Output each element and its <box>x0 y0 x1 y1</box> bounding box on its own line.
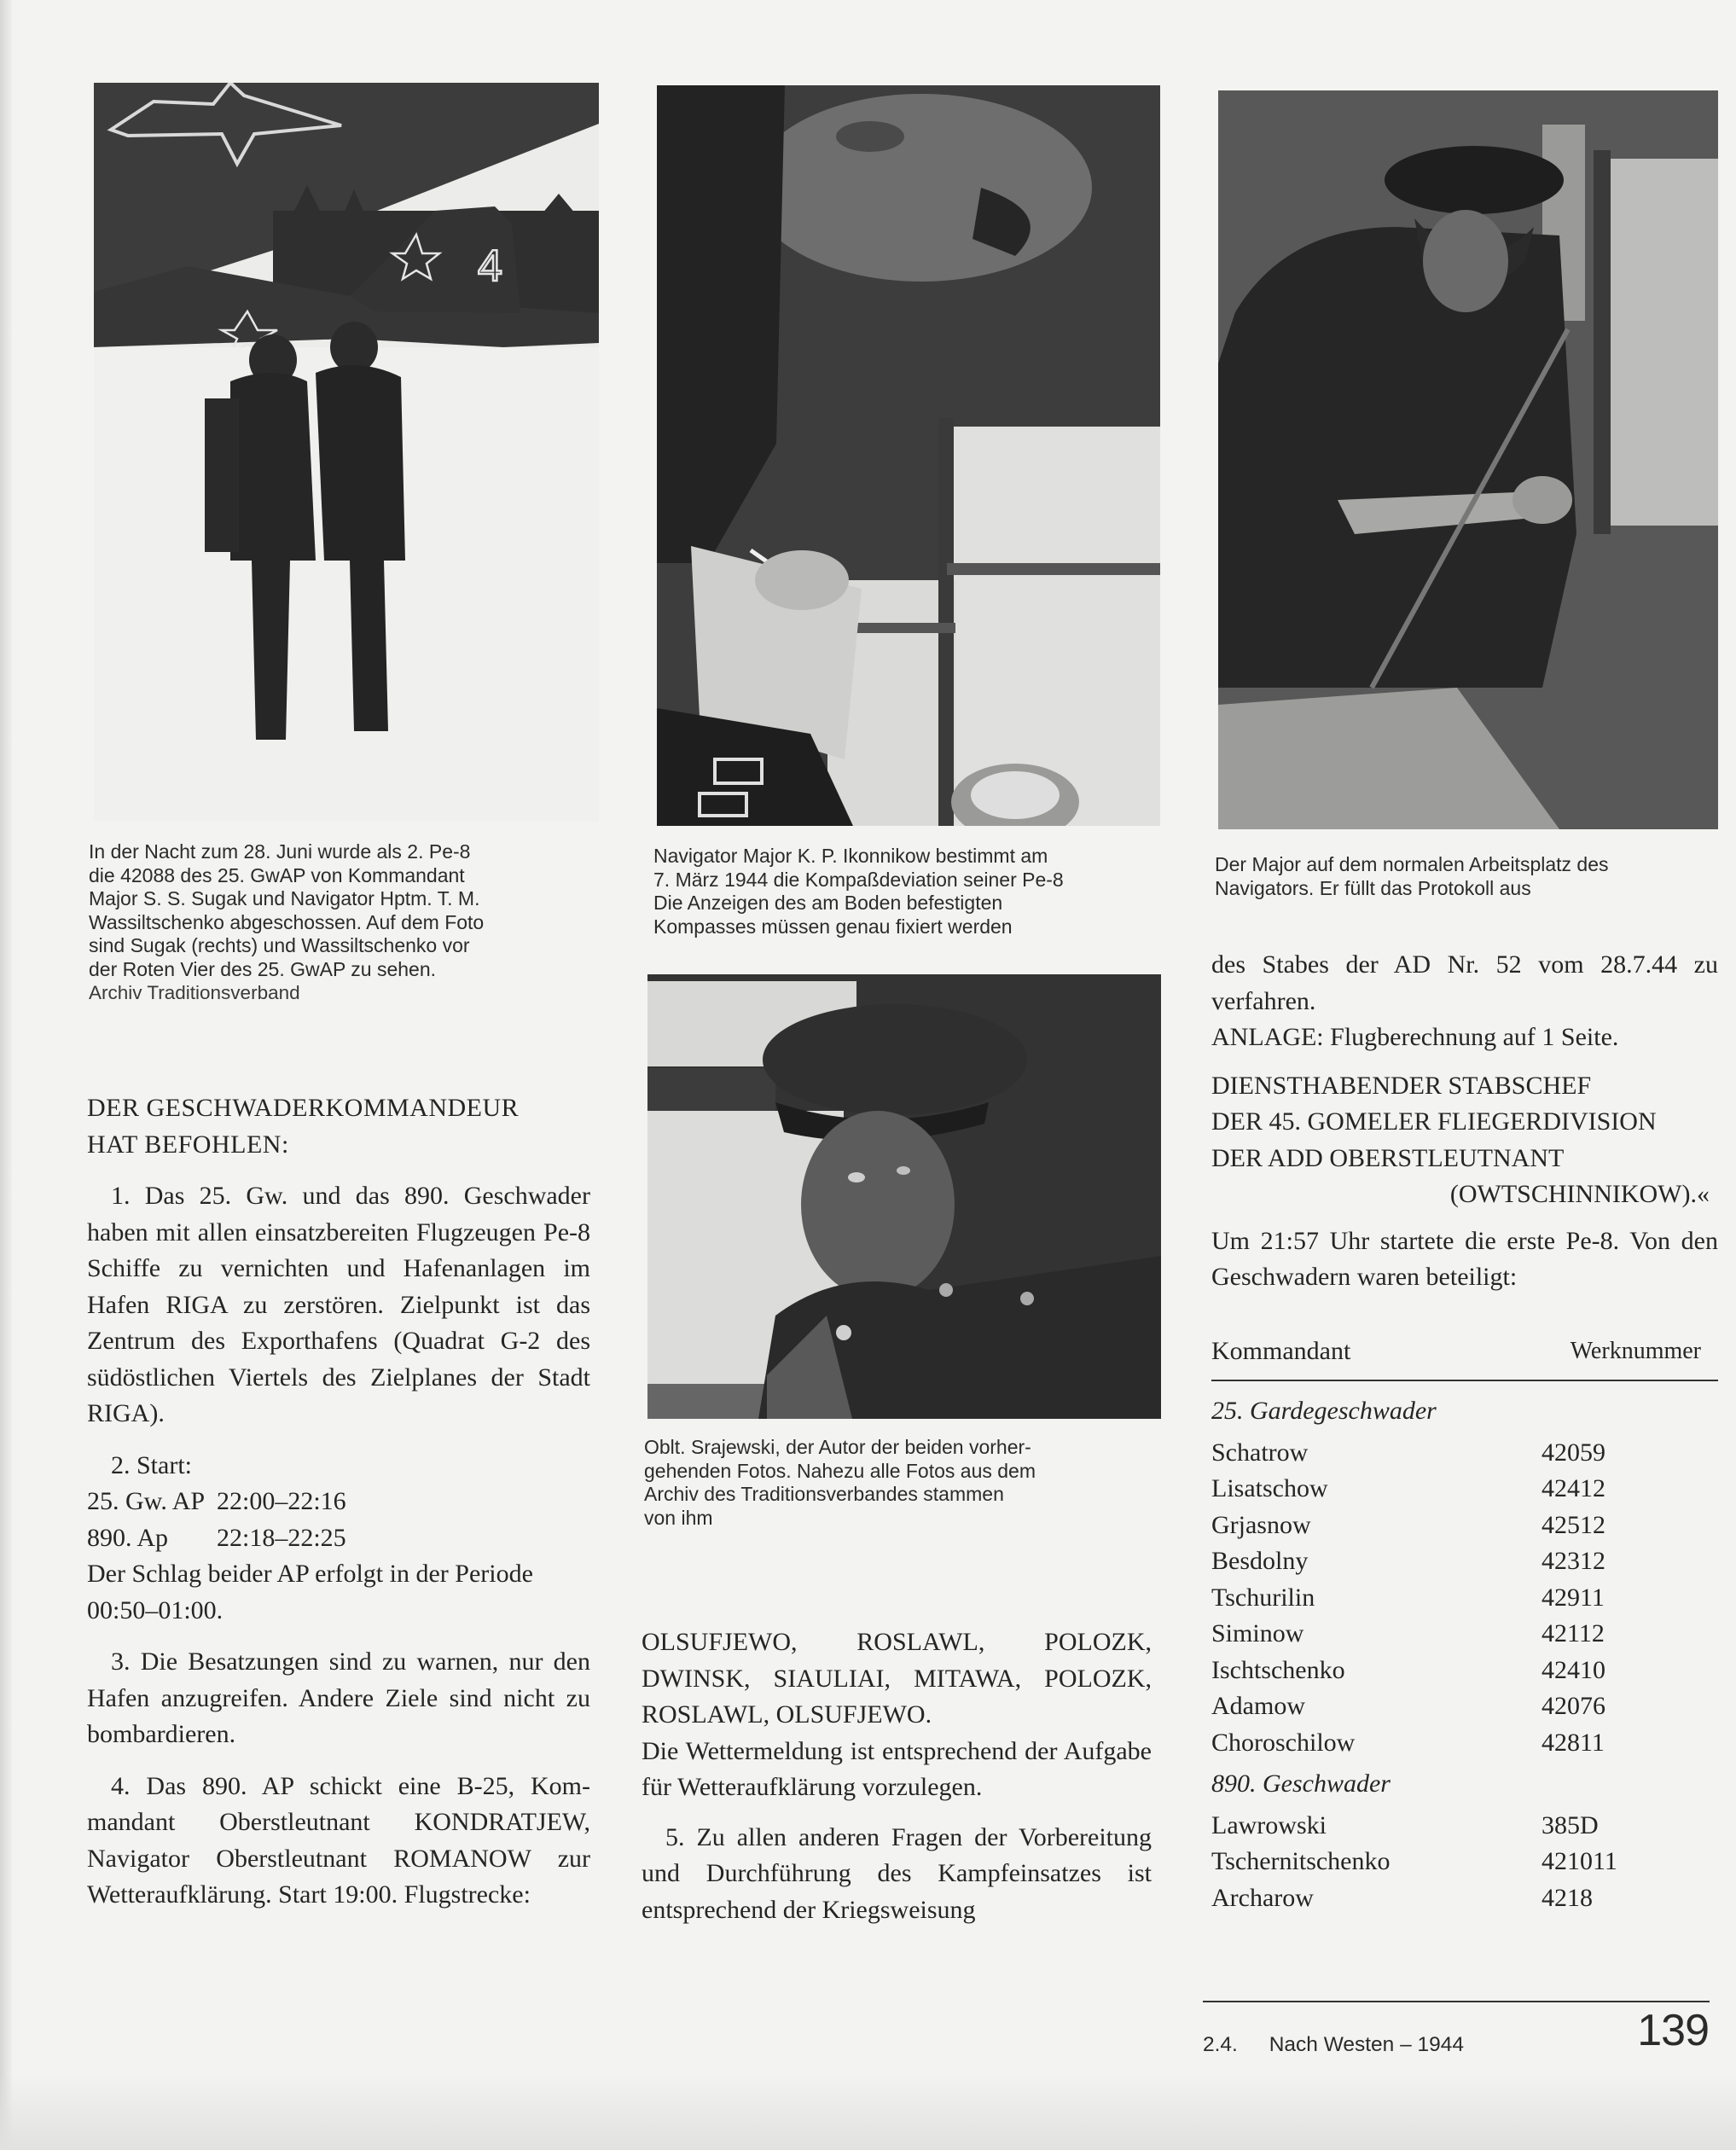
commander-name: Tschernitschenko <box>1211 1847 1391 1875</box>
table-row <box>1211 1508 1718 1544</box>
table-row <box>1211 1808 1718 1845</box>
caption-line: die 42088 des 25. GwAP von Kommandant <box>89 863 465 886</box>
takeoff-note: Um 21:57 Uhr startete die erste Pe-8. Von den Geschwadern waren beteiligt: <box>1211 1226 1718 1291</box>
signature-line: DER ADD OBERSTLEUTNANT <box>1211 1143 1565 1172</box>
commander-name: Besdolny <box>1211 1547 1309 1575</box>
order-continuation: des Stabes der AD Nr. 52 vom 28.7.44 zu verfahren. <box>1211 950 1718 1015</box>
order-heading-line: DER GESCHWADERKOMMANDEUR <box>87 1094 520 1122</box>
caption-line: gehenden Fotos. Nahezu alle Fotos aus dem <box>644 1459 1036 1482</box>
serial-number: 421011 <box>1541 1847 1617 1875</box>
signature-line: DIENSTHABENDER STABSCHEF <box>1211 1071 1592 1100</box>
flight-route: OLSUFJEWO, ROSLAWL, POLOZK, DWINSK, SIAULIAI, MITAWA, POLOZK, ROSLAWL, OLSUFJEWO. <box>642 1628 1152 1729</box>
strike-period: Der Schlag beider AP erfolgt in der Periode 00:50–01:00. <box>87 1560 533 1624</box>
page-number: 139 <box>1637 2006 1709 2055</box>
caption-line: von ihm <box>644 1506 713 1529</box>
caption-line: sind Sugak (rechts) und Wassiltschenko vor <box>89 934 470 956</box>
group-title: 25. Gardegeschwader <box>1211 1397 1437 1425</box>
weather-report-instruction: Die Wettermeldung ist entsprechend der Aufgabe für Wetteraufklärung vorzulegen. <box>642 1736 1152 1801</box>
commander-name: Siminow <box>1211 1619 1304 1647</box>
table-row <box>1211 1580 1718 1617</box>
start-unit: 890. Ap <box>87 1523 169 1552</box>
order-item-2-title: 2. Start: <box>111 1450 192 1479</box>
caption-line: Oblt. Srajewski, der Autor der beiden vorher- <box>644 1436 1031 1458</box>
serial-number: 42312 <box>1541 1547 1605 1575</box>
start-time: 22:18–22:25 <box>217 1523 346 1552</box>
serial-number: 385D <box>1541 1810 1599 1839</box>
commander-name: Choroschilow <box>1211 1728 1356 1757</box>
start-unit: 25. Gw. AP <box>87 1487 206 1515</box>
serial-number: 42059 <box>1541 1438 1605 1467</box>
caption-line: der Roten Vier des 25. GwAP zu sehen. <box>89 957 437 980</box>
table-row <box>1211 1725 1718 1762</box>
serial-number: 42512 <box>1541 1510 1605 1539</box>
footer-rule <box>1203 2001 1710 2002</box>
order-item-1: 1. Das 25. Gw. und das 890. Geschwader haben mit allen einsatzbereiten Flugzeugen Pe-8 Schiffe zu vernichten und Hafenanlagen im Hafen RIGA zu zerstören. Zielpunkt ist das Zentrum des Exporthafens (Quadrat G-2 des südöstlichen Viertels des Zielplanes der Stadt RIGA). <box>87 1182 590 1427</box>
table-row <box>1211 1616 1718 1653</box>
column-3-text <box>1211 947 1718 1916</box>
attachment-note: ANLAGE: Flugberechnung auf 1 Seite. <box>1211 1023 1619 1051</box>
caption-photo-srajewski-portrait <box>644 1436 1164 1530</box>
start-time: 22:00–22:16 <box>217 1487 346 1515</box>
photo-aircraft-crew <box>94 83 599 822</box>
photo-credit: Archiv Traditionsverband <box>89 982 300 1003</box>
serial-number: 42410 <box>1541 1655 1605 1684</box>
caption-line: Kompasses müssen genau fixiert werden <box>653 915 1013 938</box>
photo-navigator-compass <box>657 85 1160 826</box>
caption-photo-major-workplace <box>1215 853 1735 900</box>
column-2-text <box>642 1624 1152 1928</box>
column-1-text <box>87 1090 590 1914</box>
table-row <box>1211 1688 1718 1725</box>
serial-number: 42811 <box>1541 1728 1605 1757</box>
commander-name: Lisatschow <box>1211 1474 1328 1502</box>
page-binding-edge <box>0 0 12 2150</box>
order-item-5: 5. Zu allen anderen Fragen der Vorbereitung und Durchführung des Kampfeinsatzes ist entsprechend der Kriegsweisung <box>642 1822 1152 1924</box>
order-heading-line: HAT BEFOHLEN: <box>87 1130 289 1159</box>
column-header-serial: Werknummer <box>1570 1337 1701 1364</box>
chapter-title: Nach Westen – 1944 <box>1269 2033 1465 2056</box>
caption-line: Major S. S. Sugak und Navigator Hptm. T. M. <box>89 887 480 909</box>
serial-number: 42911 <box>1541 1583 1605 1612</box>
caption-line: Die Anzeigen des am Boden befestigten <box>653 892 1003 914</box>
table-row <box>1211 1471 1718 1508</box>
caption-line: In der Nacht zum 28. Juni wurde als 2. Pe-8 <box>89 840 471 863</box>
table-row <box>1211 1543 1718 1580</box>
signature-name: (OWTSCHINNIKOW).« <box>1449 1180 1710 1208</box>
scan-shadow <box>0 2073 1736 2150</box>
serial-number: 42412 <box>1541 1474 1605 1502</box>
photo-major-workplace <box>1218 90 1718 829</box>
aircraft-table <box>1211 1334 1718 1917</box>
caption-line: Archiv des Traditionsverbandes stammen <box>644 1483 1004 1505</box>
commander-name: Lawrowski <box>1211 1810 1327 1839</box>
serial-number: 4218 <box>1541 1883 1593 1912</box>
commander-name: Adamow <box>1211 1692 1305 1720</box>
svg-text:4: 4 <box>478 241 502 291</box>
group-title: 890. Geschwader <box>1211 1769 1391 1798</box>
caption-line: Navigator Major K. P. Ikonnikow bestimmt am <box>653 845 1048 867</box>
caption-photo-aircraft-crew <box>89 840 601 1005</box>
caption-photo-navigator-compass <box>653 845 1165 938</box>
commander-name: Ischtschenko <box>1211 1655 1345 1684</box>
table-row <box>1211 1435 1718 1472</box>
commander-name: Grjasnow <box>1211 1510 1311 1539</box>
commander-name: Archarow <box>1211 1883 1314 1912</box>
photo-srajewski-portrait <box>647 974 1161 1419</box>
table-row <box>1211 1653 1718 1689</box>
table-row <box>1211 1844 1718 1880</box>
commander-name: Schatrow <box>1211 1438 1309 1467</box>
order-item-4: 4. Das 890. AP schickt eine B-25, Kommandant Oberstleutnant KONDRATJEW, Navigator Oberstleutnant ROMANOW zur Wetteraufklärung. Start 19:00. Flugstrecke: <box>87 1771 590 1909</box>
table-row <box>1211 1880 1718 1917</box>
group-rows <box>1211 1808 1718 1917</box>
start-row <box>87 1520 590 1557</box>
start-row <box>87 1484 590 1520</box>
column-header-commander: Kommandant <box>1211 1336 1351 1365</box>
signature-line: DER 45. GOMELER FLIEGERDIVISION <box>1211 1107 1657 1136</box>
group-rows <box>1211 1435 1718 1762</box>
table-header <box>1211 1334 1718 1382</box>
serial-number: 42076 <box>1541 1692 1605 1720</box>
section-number: 2.4. <box>1203 2033 1238 2056</box>
order-item-3: 3. Die Besatzungen sind zu warnen, nur den Hafen anzugreifen. Andere Ziele sind nicht zu bombardieren. <box>87 1647 590 1748</box>
caption-line: 7. März 1944 die Kompaßdeviation seiner Pe-8 <box>653 868 1064 891</box>
caption-line: Wassiltschenko abgeschossen. Auf dem Foto <box>89 910 485 933</box>
serial-number: 42112 <box>1541 1619 1605 1647</box>
running-footer <box>1203 2033 1464 2057</box>
caption-line: Navigators. Er füllt das Protokoll aus <box>1215 876 1531 899</box>
caption-line: Der Major auf dem normalen Arbeitsplatz des <box>1215 853 1609 875</box>
commander-name: Tschurilin <box>1211 1583 1315 1612</box>
